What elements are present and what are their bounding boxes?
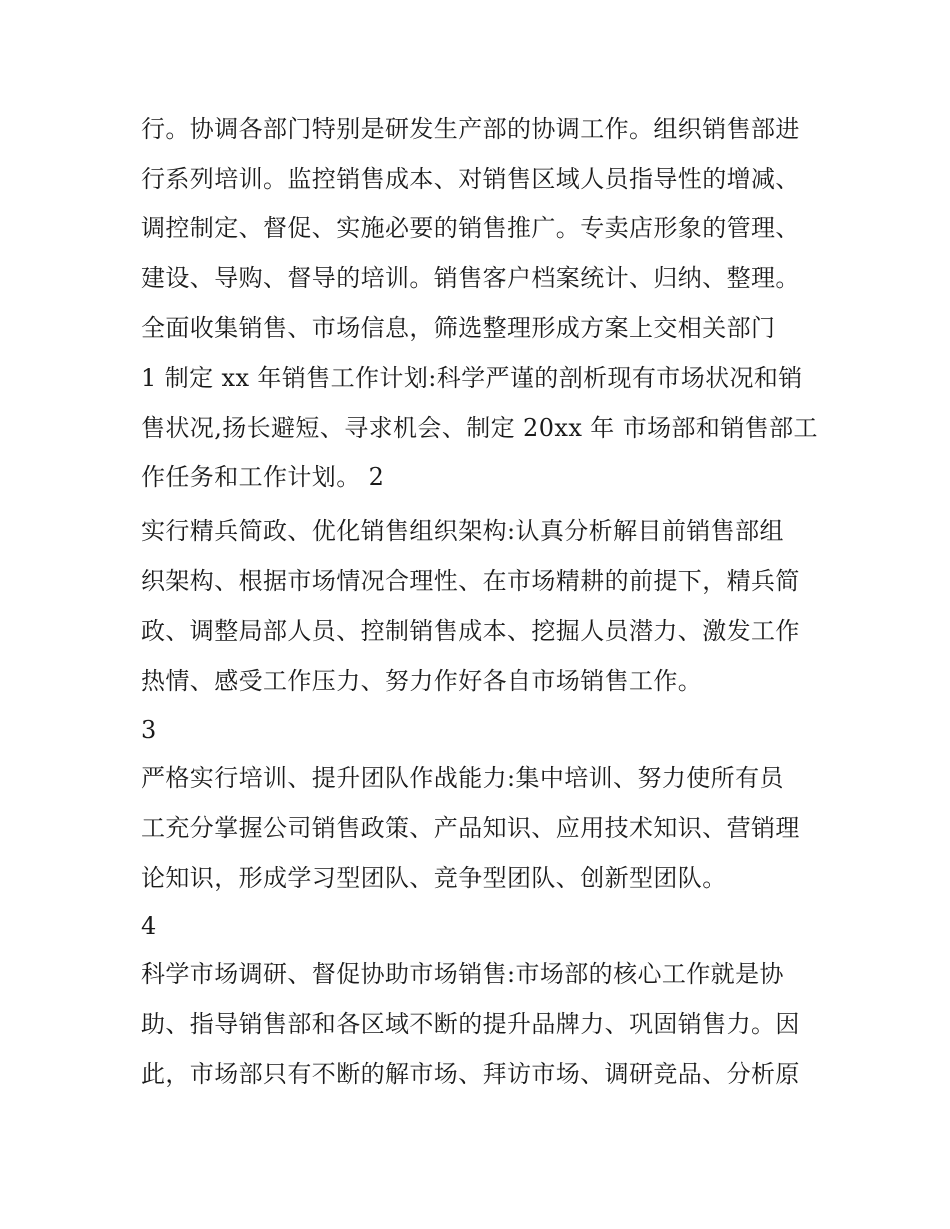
- text-line: 严格实行培训、提升团队作战能力:集中培训、努力使所有员: [141, 764, 784, 792]
- text-line: 3: [141, 716, 157, 744]
- text-line: 科学市场调研、督促协助市场销售:市场部的核心工作就是协: [141, 960, 784, 988]
- text-line: 助、指导销售部和各区域不断的提升品牌力、巩固销售力。因: [141, 1010, 800, 1038]
- text-line: 4: [141, 912, 157, 940]
- text-line: 售状况,扬长避短、寻求机会、制定 20xx 年 市场部和销售部工: [141, 414, 818, 442]
- text-line: 政、调整局部人员、控制销售成本、挖掘人员潜力、激发工作: [141, 617, 800, 645]
- text-line: 热情、感受工作压力、努力作好各自市场销售工作。: [141, 667, 703, 695]
- text-line: 实行精兵简政、优化销售组织架构:认真分析解目前销售部组: [141, 517, 784, 545]
- text-line: 行系列培训。监控销售成本、对销售区域人员指导性的增减、: [141, 165, 800, 193]
- text-line: 1 制定 xx 年销售工作计划:科学严谨的剖析现有市场状况和销: [141, 364, 803, 392]
- text-line: 全面收集销售、市场信息，筛选整理形成方案上交相关部门: [141, 314, 776, 342]
- text-line: 织架构、根据市场情况合理性、在市场精耕的前提下，精兵简: [141, 567, 800, 595]
- text-line: 论知识，形成学习型团队、竞争型团队、创新型团队。: [141, 864, 727, 892]
- text-line: 此，市场部只有不断的解市场、拜访市场、调研竞品、分析原: [141, 1060, 800, 1088]
- text-line: 工充分掌握公司销售政策、产品知识、应用技术知识、营销理: [141, 814, 800, 842]
- text-line: 调控制定、督促、实施必要的销售推广。专卖店形象的管理、: [141, 214, 800, 242]
- text-line: 行。协调各部门特别是研发生产部的协调工作。组织销售部进: [141, 115, 800, 143]
- text-line: 作任务和工作计划。 2: [141, 463, 385, 491]
- text-line: 建设、导购、督导的培训。销售客户档案统计、归纳、整理。: [141, 264, 800, 292]
